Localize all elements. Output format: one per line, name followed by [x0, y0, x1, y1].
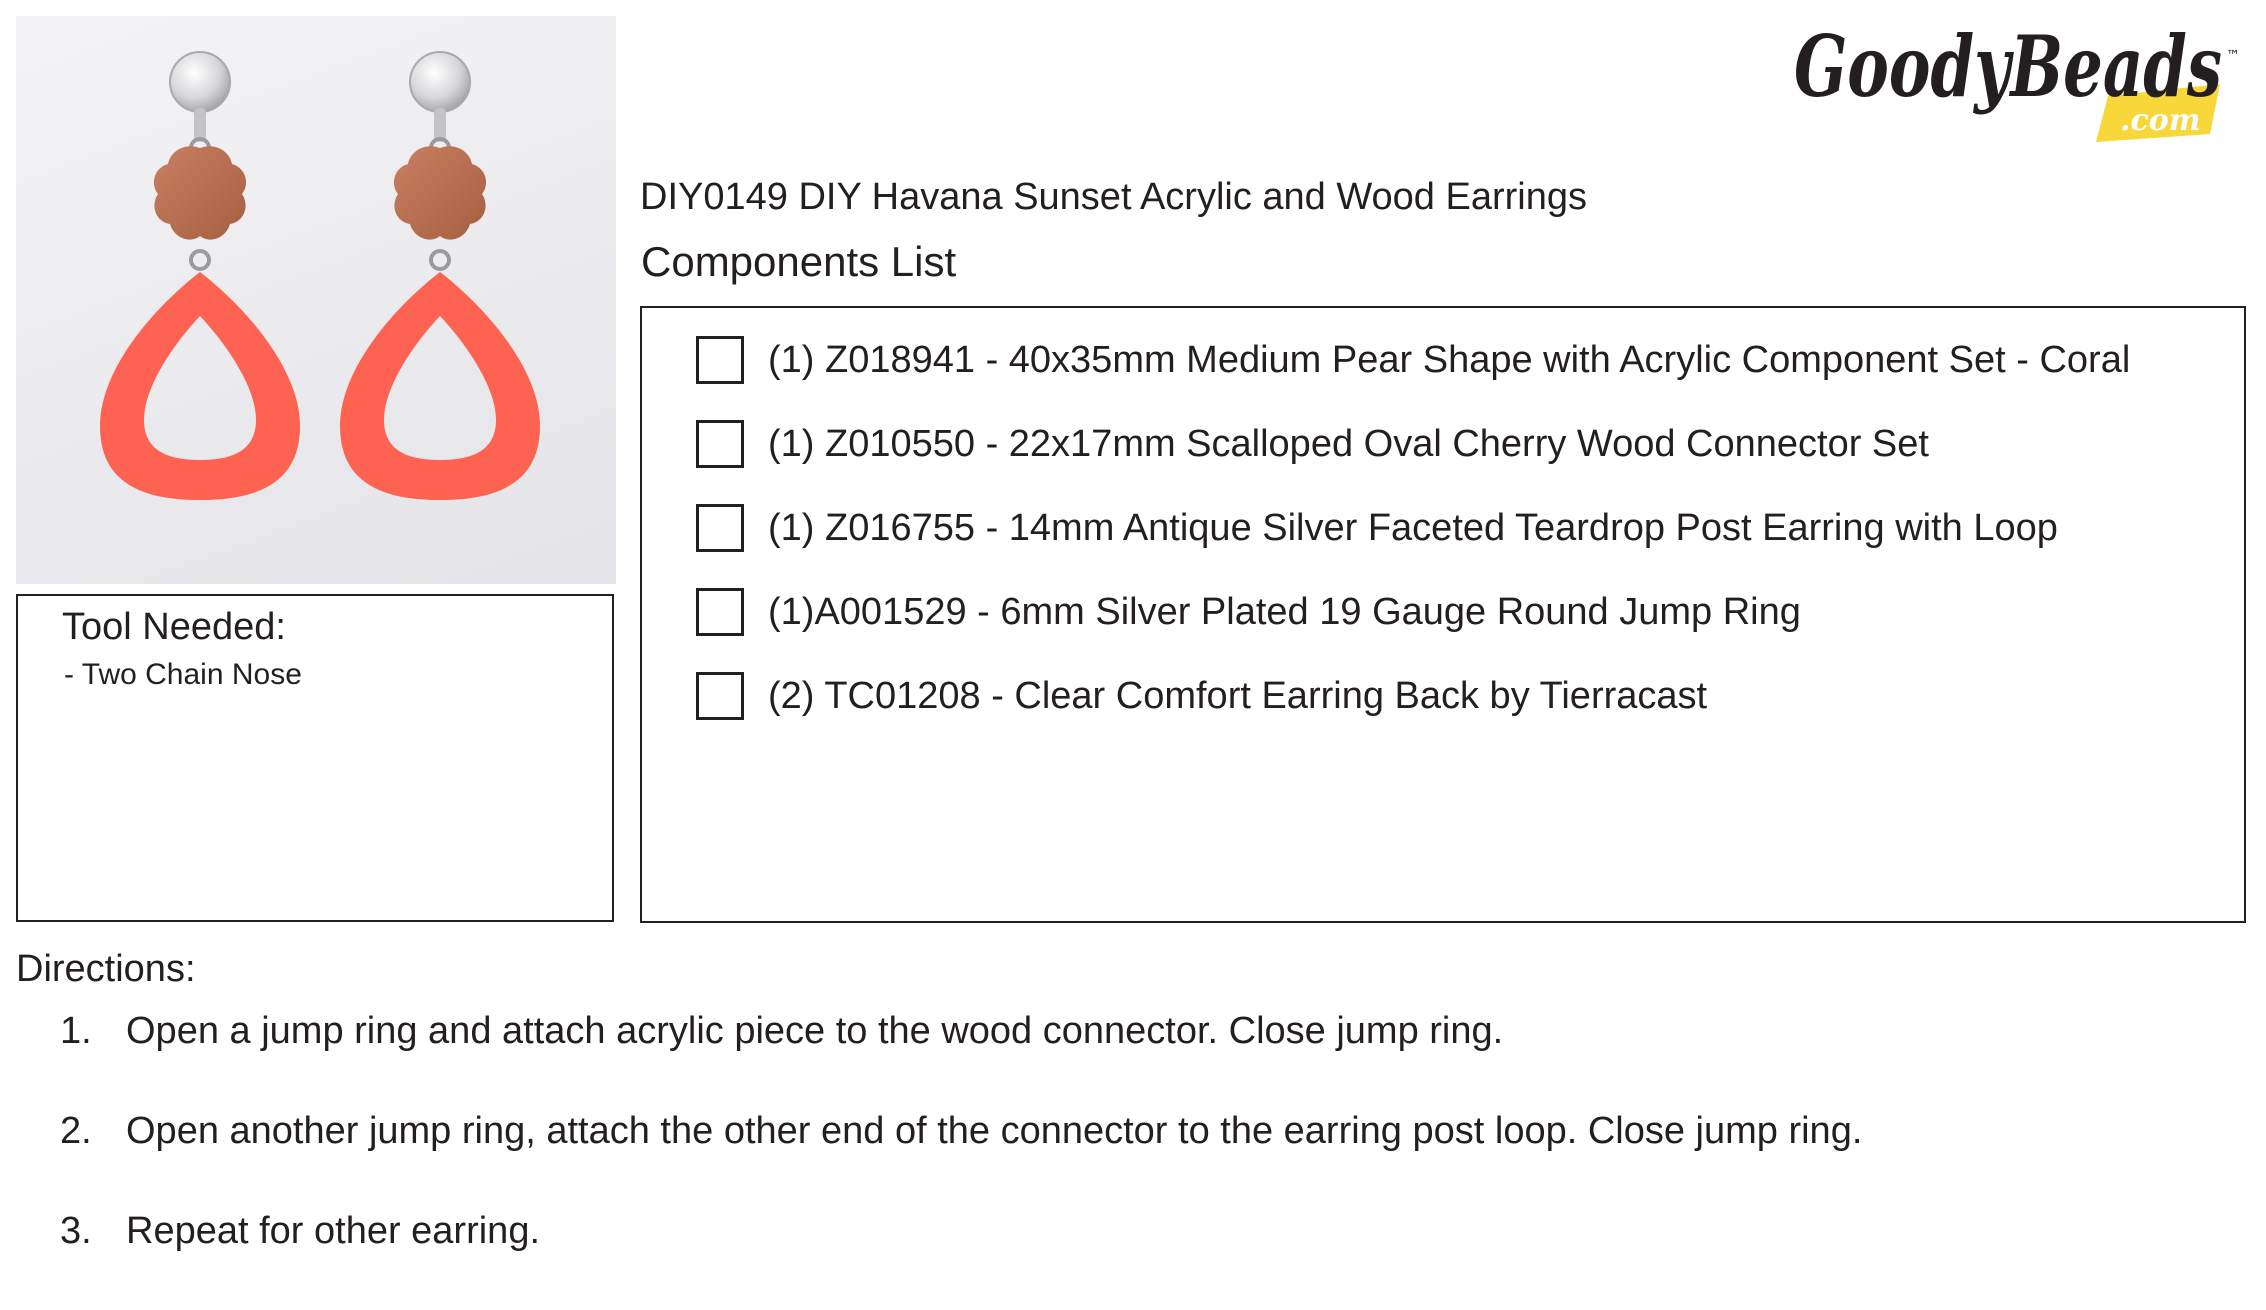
component-label: (1) Z010550 - 22x17mm Scalloped Oval Cherry Wood Connector Set: [768, 422, 1929, 465]
component-item: [696, 670, 2130, 722]
component-checkbox[interactable]: [696, 504, 744, 552]
directions-heading: Directions:: [16, 948, 196, 990]
component-label: (2) TC01208 - Clear Comfort Earring Back by Tierracast: [768, 674, 1708, 717]
component-item: [696, 418, 2130, 470]
tools-heading: Tool Needed:: [62, 606, 286, 648]
direction-step: [60, 1210, 1862, 1256]
step-number: 1.: [60, 1010, 92, 1052]
components-box: [640, 306, 2246, 923]
earring-left: [100, 52, 300, 500]
components-list-heading: Components List: [641, 238, 957, 285]
components-list: [696, 334, 2130, 754]
step-text: Repeat for other earring.: [126, 1210, 541, 1252]
step-number: 2.: [60, 1110, 92, 1152]
component-checkbox[interactable]: [696, 420, 744, 468]
tools-box: [16, 594, 614, 922]
component-label: (1) Z016755 - 14mm Antique Silver Faceted Teardrop Post Earring with Loop: [768, 506, 2058, 549]
step-text: Open another jump ring, attach the other end of the connector to the earring post loop. Close jump ring.: [126, 1110, 1863, 1152]
logo-graphic: [1790, 4, 2250, 154]
tool-item: - Two Chain Nose: [64, 658, 302, 691]
step-number: 3.: [60, 1210, 92, 1252]
product-photo: [16, 16, 616, 584]
component-checkbox[interactable]: [696, 336, 744, 384]
earring-right: [340, 52, 540, 500]
earrings-illustration: [16, 16, 616, 584]
step-text: Open a jump ring and attach acrylic piece to the wood connector. Close jump ring.: [126, 1010, 1504, 1052]
component-item: [696, 502, 2130, 554]
logo-wordmark: GoodyBeads: [1794, 17, 2222, 116]
component-label: (1)A001529 - 6mm Silver Plated 19 Gauge Round Jump Ring: [768, 590, 1801, 633]
directions-list: [60, 1010, 1862, 1310]
trademark-mark: ™: [2226, 48, 2240, 64]
component-item: [696, 586, 2130, 638]
direction-step: [60, 1110, 1862, 1156]
page-title: DIY0149 DIY Havana Sunset Acrylic and Wood Earrings: [640, 176, 1587, 218]
component-label: (1) Z018941 - 40x35mm Medium Pear Shape with Acrylic Component Set - Coral: [768, 338, 2131, 381]
component-checkbox[interactable]: [696, 672, 744, 720]
direction-step: [60, 1010, 1862, 1056]
component-checkbox[interactable]: [696, 588, 744, 636]
component-item: [696, 334, 2130, 386]
logo-suffix: .com: [2120, 103, 2201, 138]
goodybeads-logo[interactable]: [1790, 4, 2250, 154]
